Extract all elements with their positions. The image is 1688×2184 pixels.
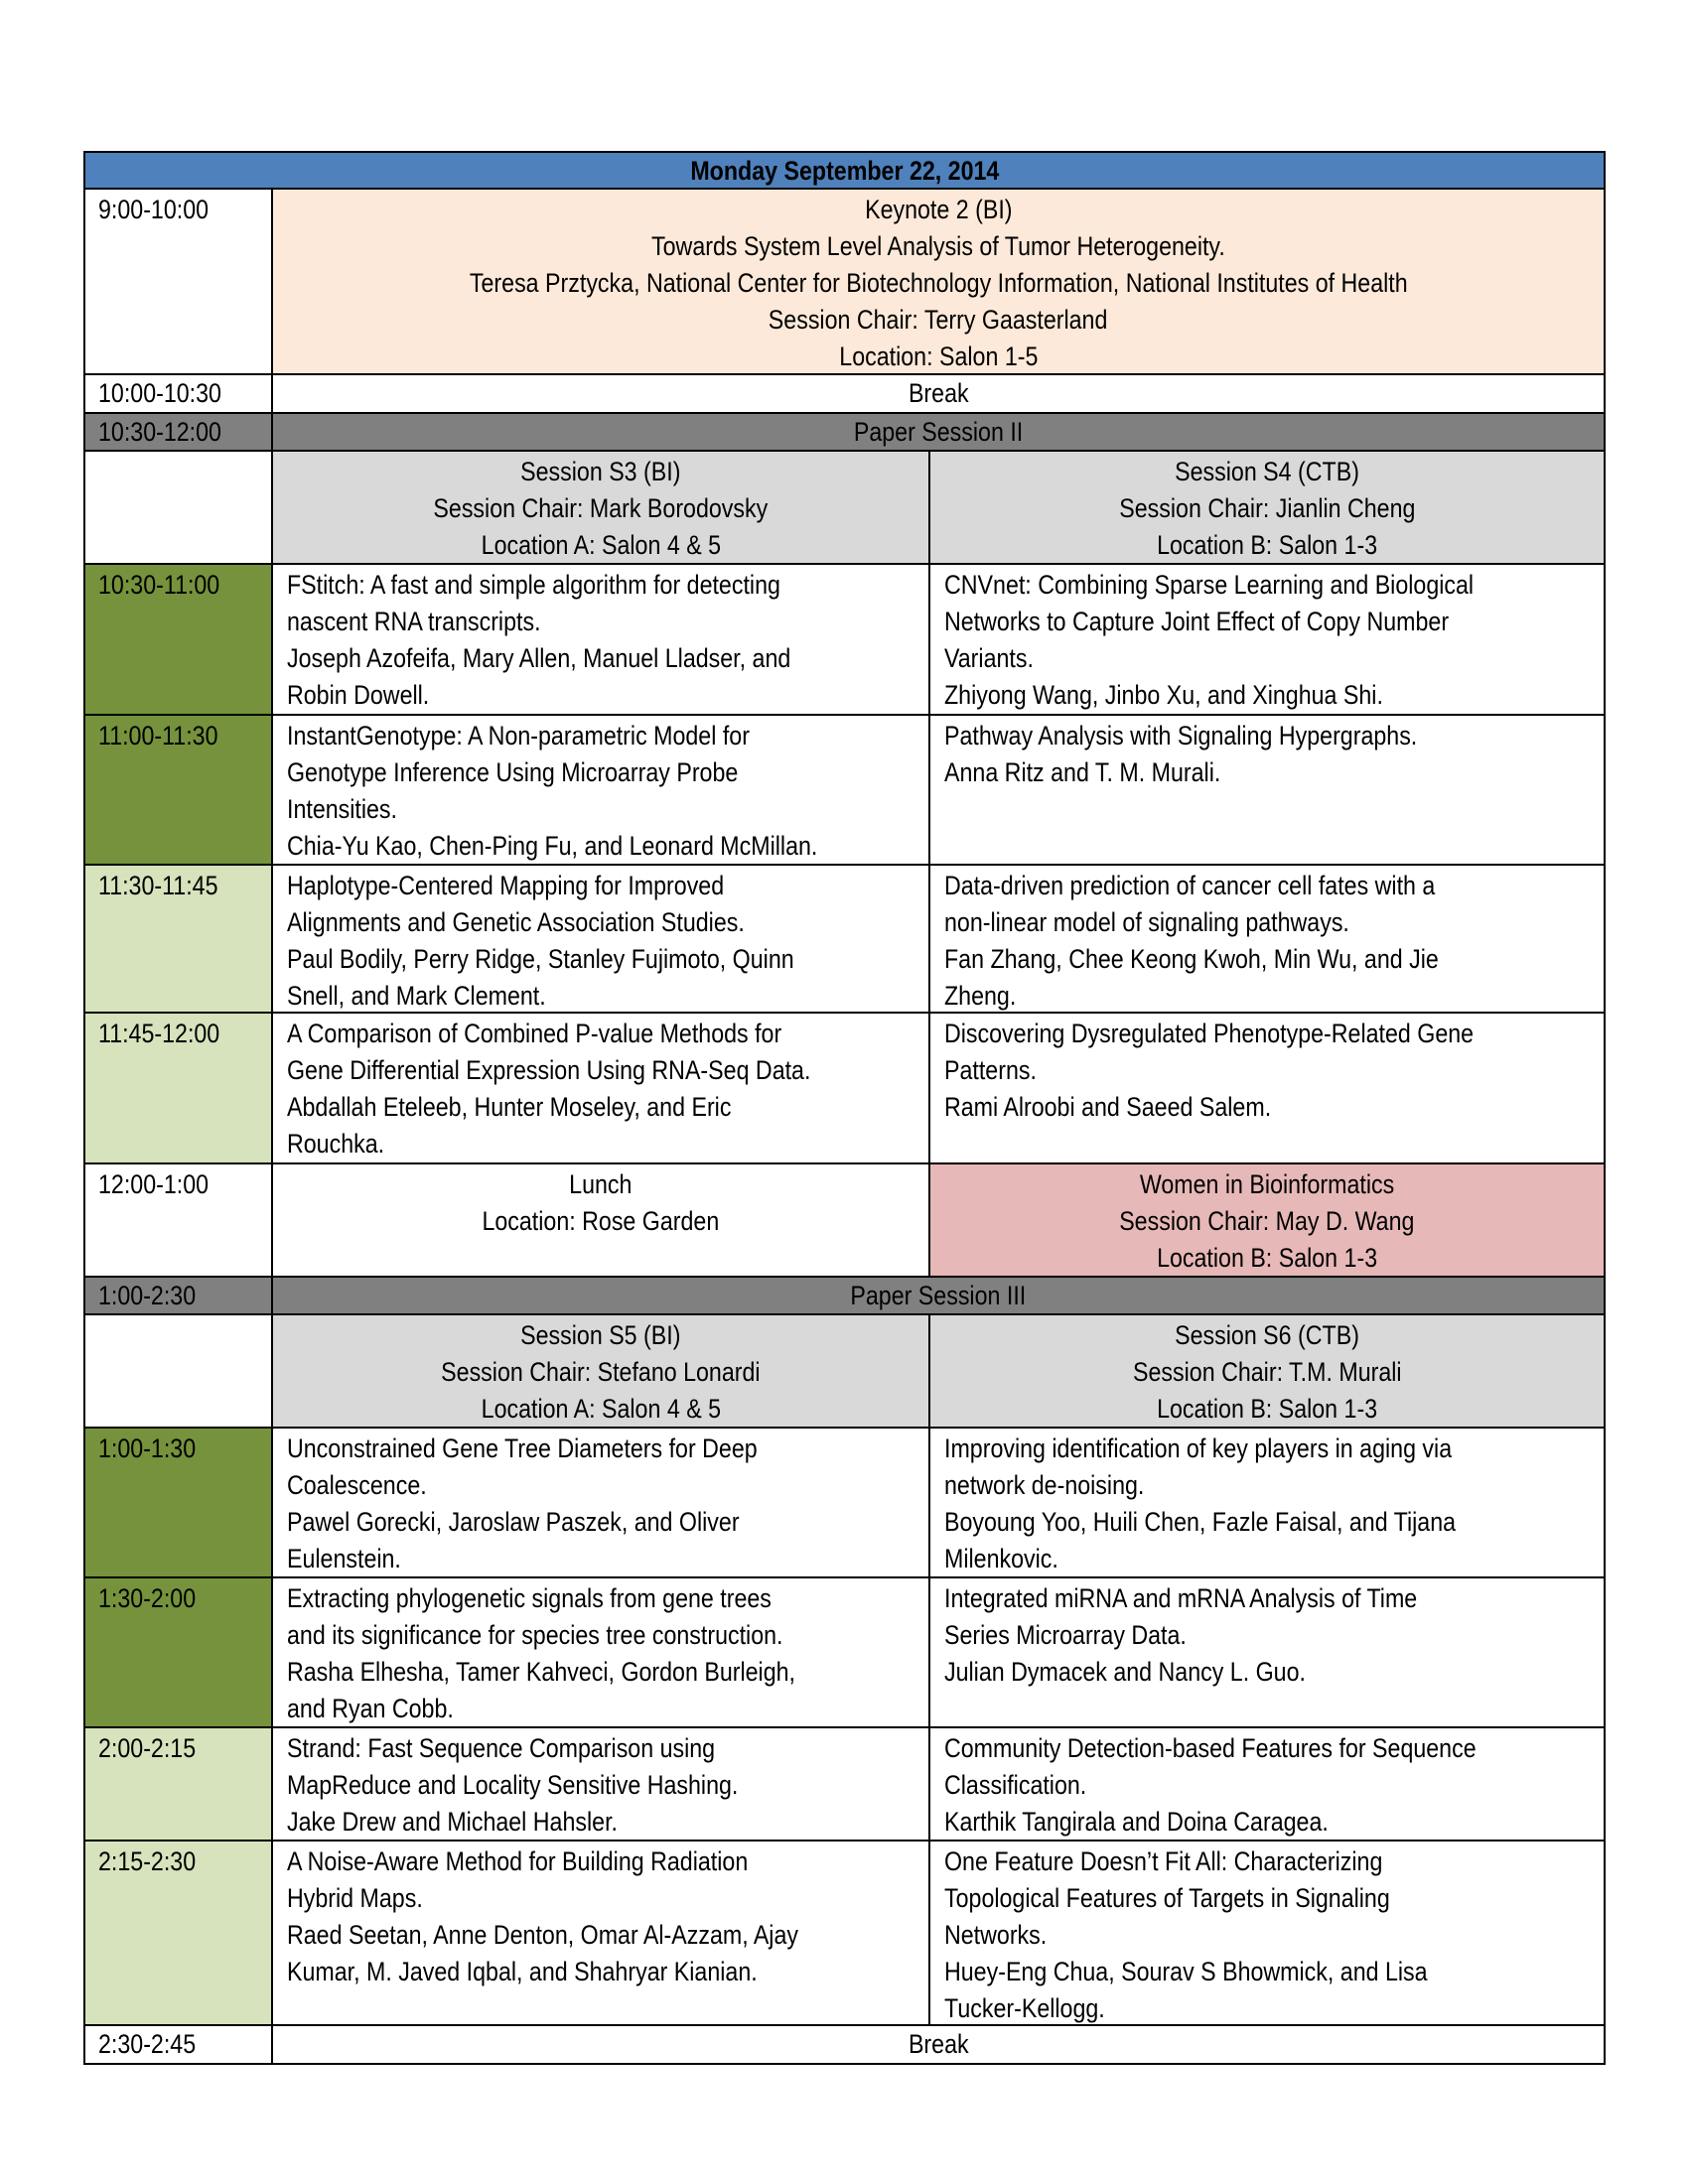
session-name: Session S3 (BI): [520, 457, 681, 486]
session-name: Session S6 (CTB): [1175, 1320, 1359, 1350]
talk-text: Pawel Gorecki, Jaroslaw Paszek, and Oliver: [287, 1507, 740, 1537]
session-header-a: [273, 1315, 930, 1429]
time-label: 10:00-10:30: [98, 378, 221, 408]
time-cell: [83, 1014, 273, 1164]
day-header-row: [83, 151, 1606, 190]
talk-text: Eulenstein.: [287, 1544, 401, 1573]
talk-text: One Feature Doesn’t Fit All: Characterizing: [944, 1846, 1383, 1876]
talk-cell-b: [930, 866, 1606, 1014]
session-header-b: [930, 452, 1606, 565]
time-cell-empty: [83, 1315, 273, 1429]
talk-text: Improving identification of key players in aging via: [944, 1433, 1453, 1463]
session-location: Location B: Salon 1-3: [1156, 530, 1378, 560]
talk-text: Abdallah Eteleeb, Hunter Moseley, and Eric: [287, 1092, 732, 1122]
time-label: 2:00-2:15: [98, 1733, 197, 1763]
break-label: Break: [908, 2029, 969, 2059]
talk-text: Raed Seetan, Anne Denton, Omar Al-Azzam, Ajay: [287, 1920, 798, 1950]
talk-text: and Ryan Cobb.: [287, 1694, 454, 1723]
talk-text: Robin Dowell.: [287, 680, 430, 710]
break-row: [83, 2026, 1606, 2065]
session-header-a: [273, 452, 930, 565]
lunch-label: Lunch: [569, 1169, 633, 1199]
talk-text: Snell, and Mark Clement.: [287, 981, 546, 1011]
paper-session-label: Paper Session II: [853, 417, 1024, 447]
lunch-location: Location: Rose Garden: [482, 1206, 720, 1236]
session-name: Session S5 (BI): [520, 1320, 681, 1350]
talk-row: [83, 1728, 1606, 1842]
session-header-row: [83, 1315, 1606, 1429]
time-cell: [83, 1164, 273, 1278]
talk-text: Rami Alroobi and Saeed Salem.: [944, 1092, 1272, 1122]
keynote-chair: Session Chair: Terry Gaasterland: [769, 305, 1108, 335]
talk-text: Zhiyong Wang, Jinbo Xu, and Xinghua Shi.: [944, 680, 1383, 710]
talk-cell-a: [273, 565, 930, 716]
session-name: Session S4 (CTB): [1175, 457, 1359, 486]
time-label: 2:15-2:30: [98, 1846, 197, 1876]
time-label: 10:30-12:00: [98, 417, 221, 447]
talk-text: Rasha Elhesha, Tamer Kahveci, Gordon Burleigh,: [287, 1657, 795, 1687]
event-title: Women in Bioinformatics: [1139, 1169, 1395, 1199]
talk-cell-a: [273, 866, 930, 1014]
talk-text: A Noise-Aware Method for Building Radiation: [287, 1846, 749, 1876]
session-chair: Session Chair: Jianlin Cheng: [1118, 493, 1416, 523]
session-location: Location A: Salon 4 & 5: [481, 530, 721, 560]
talk-text: Networks to Capture Joint Effect of Copy Number: [944, 607, 1450, 636]
time-label: 2:30-2:45: [98, 2029, 197, 2059]
talk-text: Intensities.: [287, 794, 398, 824]
talk-cell-a: [273, 1728, 930, 1842]
talk-text: Haplotype-Centered Mapping for Improved: [287, 871, 725, 900]
session-header-row: [83, 452, 1606, 565]
schedule-table: [83, 151, 1606, 2065]
talk-row: [83, 866, 1606, 1014]
talk-row: [83, 1578, 1606, 1728]
talk-text: InstantGenotype: A Non-parametric Model for: [287, 721, 750, 751]
talk-text: CNVnet: Combining Sparse Learning and Biological: [944, 570, 1475, 600]
talk-text: Hybrid Maps.: [287, 1883, 423, 1913]
talk-cell-a: [273, 1429, 930, 1578]
talk-text: Patterns.: [944, 1055, 1037, 1085]
time-cell: [83, 716, 273, 866]
talk-text: Variants.: [944, 643, 1034, 673]
keynote-location: Location: Salon 1-5: [838, 341, 1039, 371]
break-cell: [273, 2026, 1606, 2065]
talk-text: Strand: Fast Sequence Comparison using: [287, 1733, 716, 1763]
talk-cell-a: [273, 1578, 930, 1728]
talk-text: Julian Dymacek and Nancy L. Guo.: [944, 1657, 1306, 1687]
paper-session-row: [83, 414, 1606, 452]
talk-row: [83, 1014, 1606, 1164]
time-cell: [83, 565, 273, 716]
time-cell: [83, 190, 273, 375]
time-cell: [83, 866, 273, 1014]
talk-text: Fan Zhang, Chee Keong Kwoh, Min Wu, and Jie: [944, 944, 1439, 974]
talk-text: network de-noising.: [944, 1470, 1145, 1500]
talk-text: Coalescence.: [287, 1470, 427, 1500]
talk-text: Data-driven prediction of cancer cell fates with a: [944, 871, 1436, 900]
time-label: 9:00-10:00: [98, 195, 210, 224]
talk-text: MapReduce and Locality Sensitive Hashing.: [287, 1770, 739, 1800]
talk-text: Alignments and Genetic Association Studies.: [287, 907, 745, 937]
talk-text: Series Microarray Data.: [944, 1620, 1187, 1650]
talk-row: [83, 1842, 1606, 2026]
talk-text: Pathway Analysis with Signaling Hypergraphs.: [944, 721, 1418, 751]
talk-row: [83, 716, 1606, 866]
talk-text: Huey-Eng Chua, Sourav S Bhowmick, and Lisa: [944, 1957, 1428, 1986]
keynote-talk-title: Towards System Level Analysis of Tumor Heterogeneity.: [651, 231, 1225, 261]
talk-cell-b: [930, 1429, 1606, 1578]
talk-text: Joseph Azofeifa, Mary Allen, Manuel Lladser, and: [287, 643, 791, 673]
talk-text: Paul Bodily, Perry Ridge, Stanley Fujimoto, Quinn: [287, 944, 794, 974]
talk-cell-b: [930, 1728, 1606, 1842]
talk-text: Boyoung Yoo, Huili Chen, Fazle Faisal, and Tijana: [944, 1507, 1457, 1537]
paper-session-row: [83, 1278, 1606, 1315]
time-label: 1:00-1:30: [98, 1433, 197, 1463]
lunch-cell: [273, 1164, 930, 1278]
talk-text: Rouchka.: [287, 1129, 385, 1159]
time-label: 11:45-12:00: [98, 1019, 220, 1048]
talk-row: [83, 1429, 1606, 1578]
session-location: Location B: Salon 1-3: [1156, 1394, 1378, 1424]
talk-text: Extracting phylogenetic signals from gene trees: [287, 1583, 772, 1613]
time-label: 1:00-2:30: [98, 1281, 197, 1310]
time-label: 11:30-11:45: [98, 871, 218, 900]
time-cell: [83, 1578, 273, 1728]
talk-text: Karthik Tangirala and Doina Caragea.: [944, 1807, 1329, 1837]
talk-text: Tucker-Kellogg.: [944, 1993, 1105, 2023]
talk-text: Zheng.: [944, 981, 1017, 1011]
talk-text: FStitch: A fast and simple algorithm for detecting: [287, 570, 780, 600]
time-label: 12:00-1:00: [98, 1169, 210, 1199]
talk-cell-b: [930, 1014, 1606, 1164]
talk-text: Networks.: [944, 1920, 1048, 1950]
talk-text: Discovering Dysregulated Phenotype-Related Gene: [944, 1019, 1475, 1048]
time-cell: [83, 375, 273, 414]
time-label: 10:30-11:00: [98, 570, 220, 600]
keynote-row: [83, 190, 1606, 375]
talk-text: Genotype Inference Using Microarray Probe: [287, 757, 739, 787]
talk-text: Anna Ritz and T. M. Murali.: [944, 757, 1221, 787]
time-cell: [83, 414, 273, 452]
break-label: Break: [908, 378, 969, 408]
talk-text: nascent RNA transcripts.: [287, 607, 541, 636]
time-cell-empty: [83, 452, 273, 565]
talk-cell-b: [930, 716, 1606, 866]
talk-text: and its significance for species tree construction.: [287, 1620, 783, 1650]
talk-text: A Comparison of Combined P-value Methods for: [287, 1019, 782, 1048]
day-title: Monday September 22, 2014: [689, 156, 1000, 186]
talk-text: Topological Features of Targets in Signaling: [944, 1883, 1390, 1913]
paper-session-cell: [273, 414, 1606, 452]
time-cell: [83, 1278, 273, 1315]
paper-session-label: Paper Session III: [850, 1281, 1027, 1310]
talk-text: Integrated miRNA and mRNA Analysis of Time: [944, 1583, 1418, 1613]
talk-cell-a: [273, 1014, 930, 1164]
keynote-title: Keynote 2 (BI): [864, 195, 1013, 224]
time-cell: [83, 1429, 273, 1578]
paper-session-cell: [273, 1278, 1606, 1315]
day-header: [83, 151, 1606, 190]
talk-cell-b: [930, 565, 1606, 716]
session-header-b: [930, 1315, 1606, 1429]
talk-row: [83, 565, 1606, 716]
talk-text: Milenkovic.: [944, 1544, 1058, 1573]
talk-text: Gene Differential Expression Using RNA-Seq Data.: [287, 1055, 811, 1085]
time-cell: [83, 2026, 273, 2065]
lunch-row: [83, 1164, 1606, 1278]
time-label: 11:00-11:30: [98, 721, 218, 751]
talk-text: Community Detection-based Features for Sequence: [944, 1733, 1477, 1763]
break-cell: [273, 375, 1606, 414]
talk-text: non-linear model of signaling pathways.: [944, 907, 1349, 937]
talk-text: Jake Drew and Michael Hahsler.: [287, 1807, 618, 1837]
talk-text: Chia-Yu Kao, Chen-Ping Fu, and Leonard McMillan.: [287, 831, 818, 861]
time-cell: [83, 1842, 273, 2026]
keynote-speaker: Teresa Prztycka, National Center for Biotechnology Information, National Institutes of Health: [469, 268, 1408, 298]
talk-text: Classification.: [944, 1770, 1087, 1800]
keynote-cell: [273, 190, 1606, 375]
time-label: 1:30-2:00: [98, 1583, 197, 1613]
talk-text: Kumar, M. Javed Iqbal, and Shahryar Kianian.: [287, 1957, 758, 1986]
time-cell: [83, 1728, 273, 1842]
session-chair: Session Chair: Stefano Lonardi: [441, 1357, 761, 1387]
event-location: Location B: Salon 1-3: [1156, 1243, 1378, 1273]
session-chair: Session Chair: Mark Borodovsky: [433, 493, 769, 523]
talk-cell-b: [930, 1578, 1606, 1728]
women-in-bioinformatics-cell: [930, 1164, 1606, 1278]
talk-text: Unconstrained Gene Tree Diameters for Deep: [287, 1433, 758, 1463]
session-chair: Session Chair: T.M. Murali: [1132, 1357, 1402, 1387]
break-row: [83, 375, 1606, 414]
talk-cell-b: [930, 1842, 1606, 2026]
session-location: Location A: Salon 4 & 5: [481, 1394, 721, 1424]
talk-cell-a: [273, 1842, 930, 2026]
event-chair: Session Chair: May D. Wang: [1119, 1206, 1415, 1236]
talk-cell-a: [273, 716, 930, 866]
